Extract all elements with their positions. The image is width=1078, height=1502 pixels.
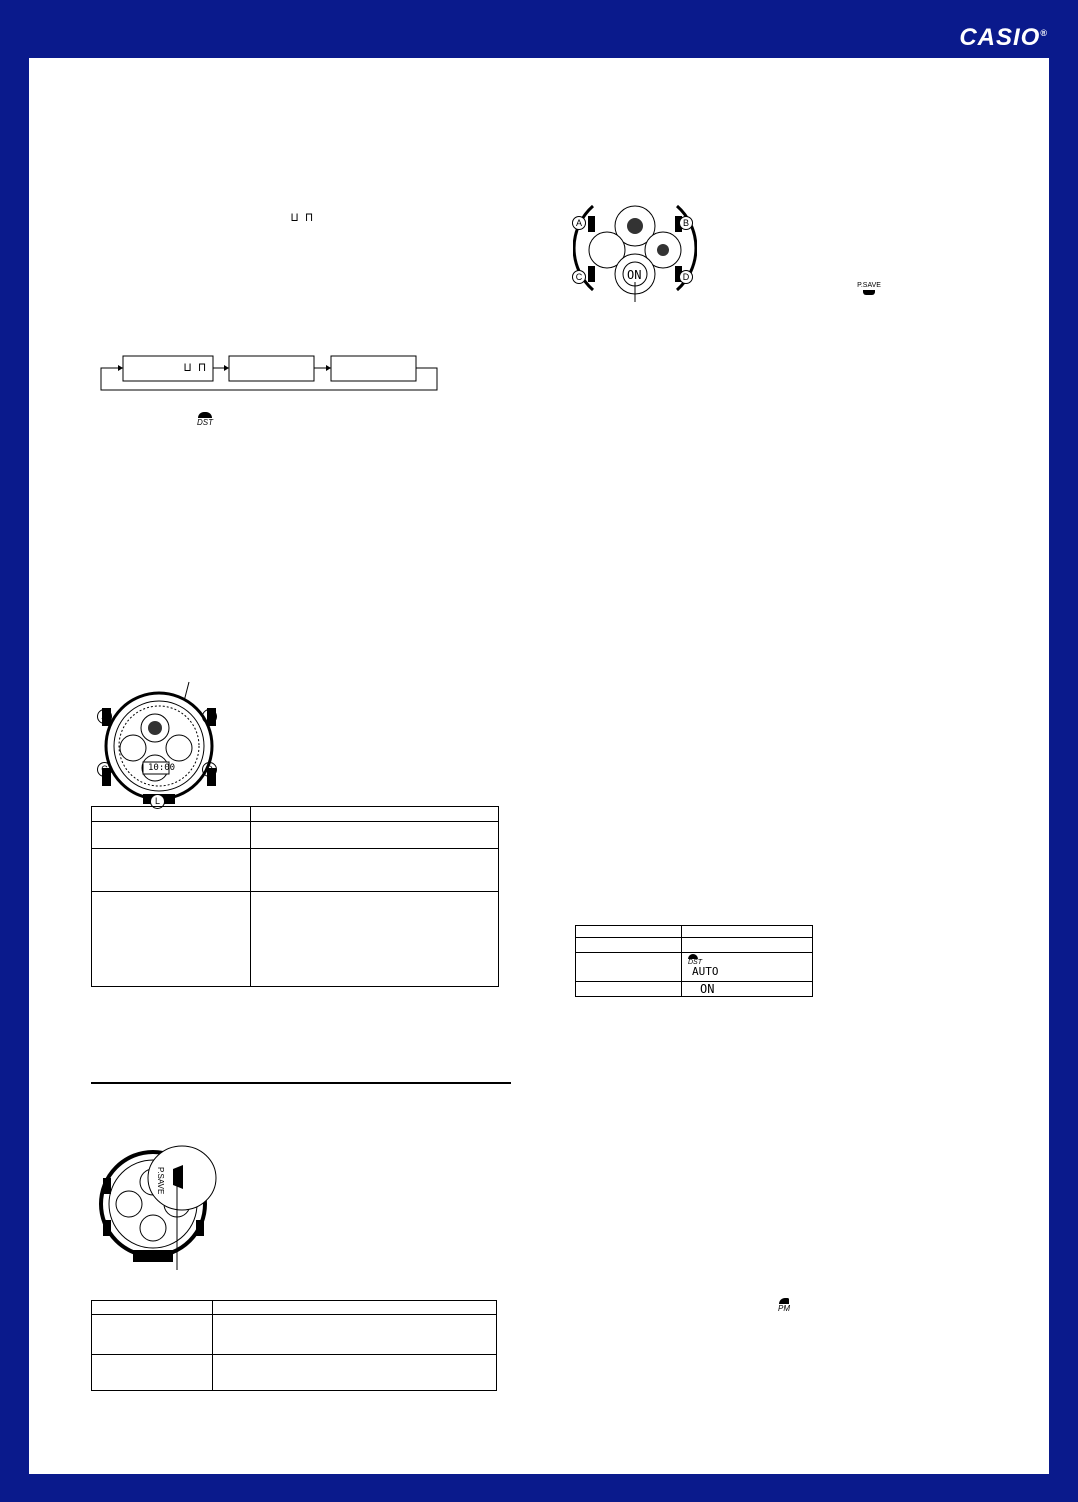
casio-logo: CASIO® — [959, 24, 1048, 51]
button-b-label-3: B — [679, 216, 693, 230]
flow-diagram — [89, 350, 469, 400]
button-l-label: L — [150, 794, 165, 809]
settings-table-2 — [91, 1300, 497, 1391]
button-d-label: D — [202, 762, 217, 777]
manual-page — [29, 58, 1049, 1474]
dst-indicator-small: DST — [688, 959, 702, 966]
psave-indicator: P.SAVE — [854, 282, 884, 295]
lcd-glyph: ⊔ ⊓ — [291, 210, 313, 224]
button-b-label: B — [202, 709, 217, 724]
settings-table-1 — [91, 806, 499, 987]
button-a-label: A — [97, 709, 112, 724]
dst-auto-cell — [682, 953, 813, 982]
settings-table-3 — [575, 925, 813, 997]
button-c-label: C — [97, 762, 112, 777]
watch-diagram-3 — [573, 198, 697, 302]
button-d-label-3: D — [679, 270, 693, 284]
flow-box1-label: ⊔ ⊓ — [184, 360, 206, 374]
watch1-display: 10:00 — [148, 763, 176, 773]
pm-indicator: PM — [773, 1298, 795, 1313]
auto-value: AUTO — [692, 965, 719, 978]
watch-diagram-1 — [93, 676, 225, 808]
on-value: ON — [700, 982, 715, 996]
watch3-display: ON — [627, 268, 642, 282]
psave-label-watch2: P.SAVE — [156, 1167, 165, 1195]
watch-diagram-2 — [97, 1142, 217, 1272]
header-bar — [0, 0, 1078, 58]
button-a-label-3: A — [572, 216, 586, 230]
section-divider — [91, 1082, 511, 1084]
dst-indicator: DST — [194, 412, 216, 427]
button-c-label-3: C — [572, 270, 586, 284]
